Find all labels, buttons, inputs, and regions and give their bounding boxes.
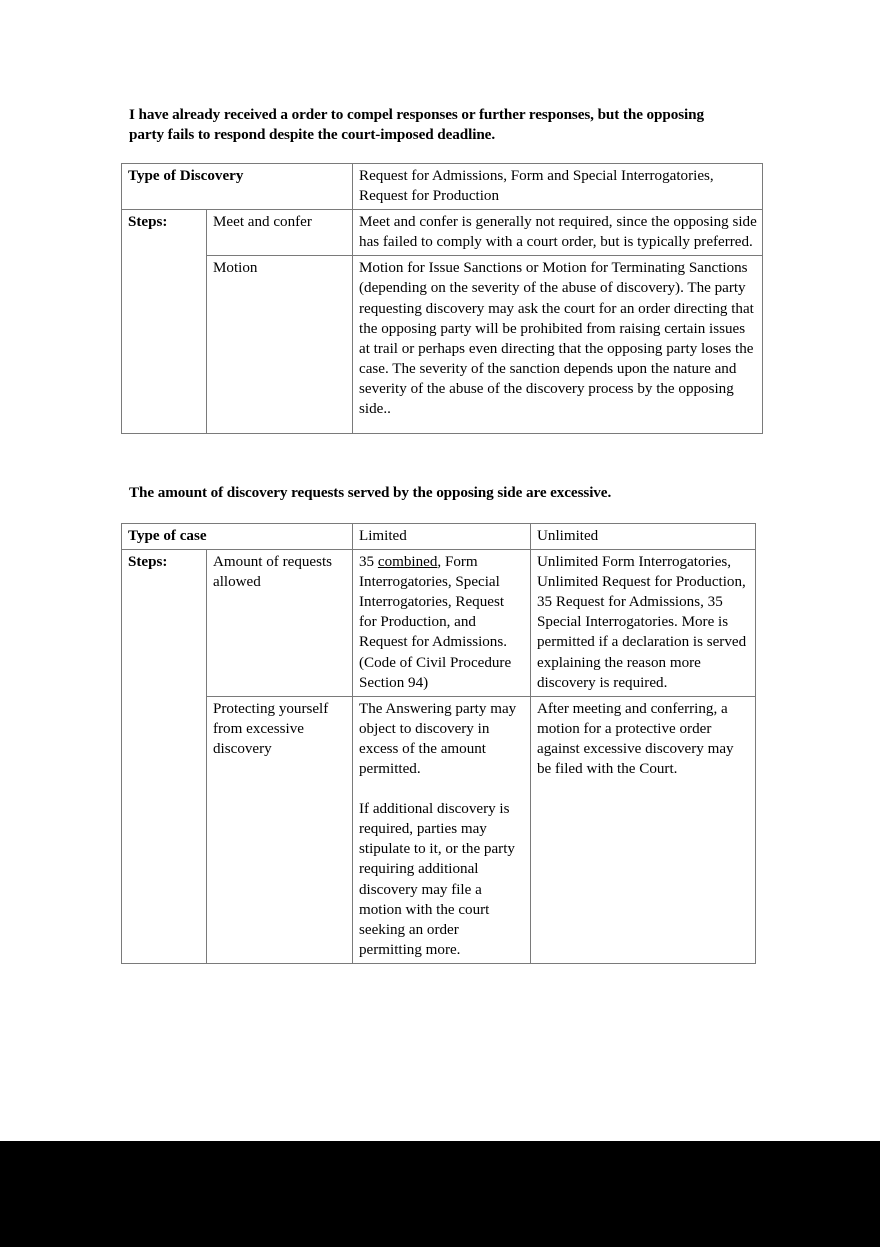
discovery-order-table xyxy=(121,163,763,434)
table-row xyxy=(122,164,763,210)
protecting-limited xyxy=(353,696,531,963)
amount-allowed-limited-prefix: 35 xyxy=(359,554,378,571)
page-bottom-notch-left xyxy=(0,1141,8,1151)
column-header-unlimited: Unlimited xyxy=(531,524,756,550)
page-bottom-black-band xyxy=(0,1141,880,1247)
section-2-heading: The amount of discovery requests served by the opposing side are excessive. xyxy=(129,484,612,501)
column-header-limited: Limited xyxy=(353,524,531,550)
table-row xyxy=(122,696,756,963)
table-row xyxy=(122,256,763,434)
amount-allowed-limited xyxy=(353,550,531,697)
step-name-meet-and-confer: Meet and confer xyxy=(207,210,353,256)
amount-allowed-limited-rest: , Form Interrogatories, Special Interrogatories, Request for Production, and Request for Admissions. (Code of Civil Procedure Section 94) xyxy=(359,554,512,691)
table-row xyxy=(122,550,756,697)
type-of-discovery-value: Request for Admissions, Form and Special Interrogatories, Request for Production xyxy=(353,164,763,210)
protecting-unlimited: After meeting and conferring, a motion for a protective order against excessive discovery may be filed with the Court. xyxy=(531,696,756,963)
type-of-case-label: Type of case xyxy=(122,524,353,550)
page-bottom-rule xyxy=(8,1145,872,1151)
page-bottom-notch-right xyxy=(872,1141,880,1151)
step-detail-motion: Motion for Issue Sanctions or Motion for Terminating Sanctions (depending on the severity of the abuse of discovery). The party requesting discovery may ask the court for an order directing that the opposing party will be prohibited from raising certain issues at trail or perhaps even directing that the opposing party loses the case. The severity of the sanction depends upon the nature and severity of the abuse of the discovery process by the opposing side.. xyxy=(353,256,763,434)
step-name-protecting-yourself: Protecting yourself from excessive discovery xyxy=(207,696,353,963)
protecting-limited-para-2: If additional discovery is required, parties may stipulate to it, or the party requiring additional discovery may file a motion with the court seeking an order permitting more. xyxy=(359,801,515,958)
type-of-discovery-label: Type of Discovery xyxy=(122,164,353,210)
table-row xyxy=(122,210,763,256)
protecting-limited-para-1: The Answering party may object to discovery in excess of the amount permitted. xyxy=(359,700,517,778)
step-name-motion: Motion xyxy=(207,256,353,434)
steps-label: Steps: xyxy=(122,210,207,434)
steps-label: Steps: xyxy=(122,550,207,964)
section-1-heading: I have already received a order to compel responses or further responses, but the opposing party fails to respond despite the court-imposed deadline. xyxy=(129,106,705,143)
table-row xyxy=(122,524,756,550)
excessive-discovery-table xyxy=(121,523,756,964)
amount-allowed-unlimited: Unlimited Form Interrogatories, Unlimited Request for Production, 35 Request for Admissions, 35 Special Interrogatories. More is permitted if a declaration is served explaining the reason more discovery is required. xyxy=(531,550,756,697)
amount-allowed-limited-underlined: combined xyxy=(377,554,438,571)
step-detail-meet-and-confer: Meet and confer is generally not required, since the opposing side has failed to comply with a court order, but is typically preferred. xyxy=(353,210,763,256)
step-name-amount-of-requests-allowed: Amount of requests allowed xyxy=(207,550,353,697)
